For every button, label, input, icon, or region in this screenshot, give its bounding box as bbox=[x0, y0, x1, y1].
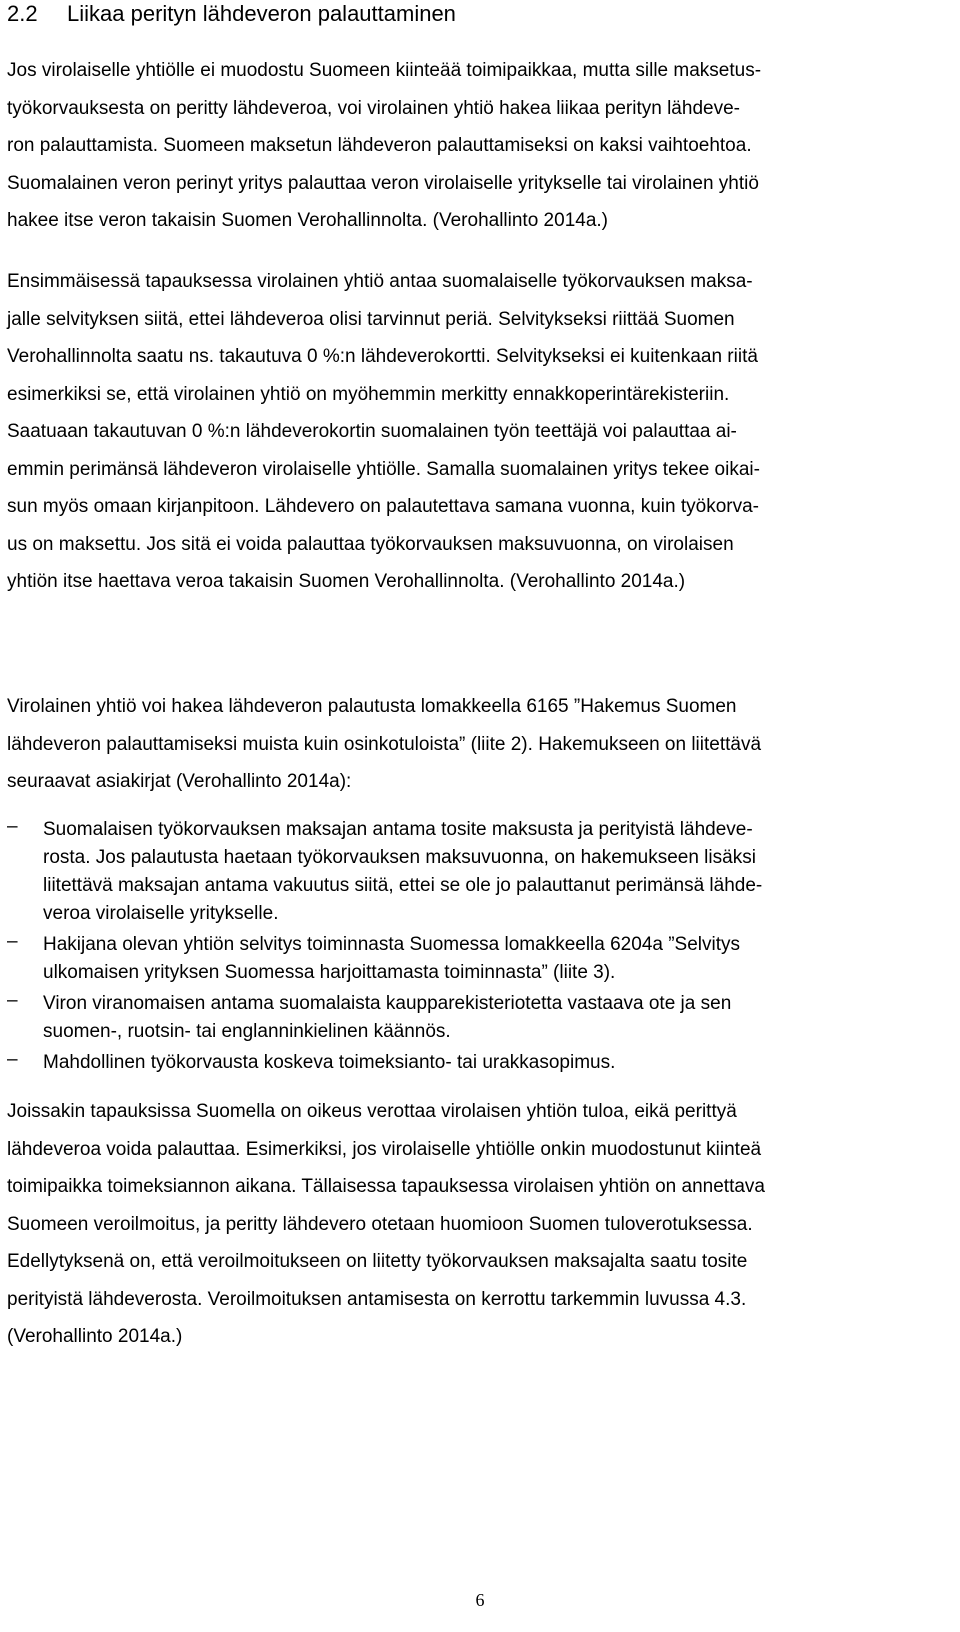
paragraph-4 bbox=[7, 1093, 953, 1356]
paragraph-line: Joissakin tapauksissa Suomella on oikeus verottaa virolaisen yhtiön tuloa, eikä perittyä bbox=[7, 1101, 737, 1122]
list-item-line: Viron viranomaisen antama suomalaista kaupparekisteriotetta vastaava ote ja sen bbox=[43, 993, 732, 1014]
page-number: 6 bbox=[475, 1590, 485, 1610]
paragraph-line: perityistä lähdeverosta. Veroilmoituksen antamisesta on kerrottu tarkemmin luvussa 4.3. bbox=[7, 1288, 747, 1310]
paragraph-line: us on maksettu. Jos sitä ei voida palauttaa työkorvauksen maksuvuonna, on virolaisen bbox=[7, 533, 734, 555]
paragraph-line: hakee itse veron takaisin Suomen Verohallinnolta. (Verohallinto 2014a.) bbox=[7, 210, 608, 231]
paragraph-line: Jos virolaiselle yhtiölle ei muodostu Suomeen kiinteää toimipaikkaa, mutta sille maksetus- bbox=[7, 60, 762, 81]
paragraph-line: toimipaikka toimeksiannon aikana. Tällaisessa tapauksessa virolaisen yhtiön on annettava bbox=[7, 1176, 765, 1197]
list-item bbox=[7, 990, 953, 1046]
paragraph-line: Edellytyksenä on, että veroilmoitukseen on liitetty työkorvauksen maksajalta saatu tosite bbox=[7, 1251, 748, 1272]
paragraph-1 bbox=[7, 52, 953, 240]
paragraph-2 bbox=[7, 263, 953, 601]
paragraph-line: emmin perimänsä lähdeveron virolaiselle yhtiölle. Samalla suomalainen yritys tekee oikai- bbox=[7, 458, 760, 480]
list-item bbox=[7, 1049, 953, 1077]
paragraph-line: sun myös omaan kirjanpitoon. Lähdevero on palautettava samana vuonna, kuin työkorva- bbox=[7, 496, 760, 517]
paragraph-line: Virolainen yhtiö voi hakea lähdeveron palautusta lomakkeella 6165 ”Hakemus Suomen bbox=[7, 696, 737, 717]
paragraph-line: lähdeveroa voida palauttaa. Esimerkiksi, jos virolaiselle yhtiölle onkin muodostunut kiinteä bbox=[7, 1138, 762, 1160]
dash-bullet-icon: – bbox=[7, 1049, 18, 1070]
section-heading bbox=[7, 0, 456, 28]
list-item-line: Hakijana olevan yhtiön selvitys toiminnasta Suomessa lomakkeella 6204a ”Selvitys bbox=[43, 934, 741, 955]
paragraph-line: työkorvauksesta on peritty lähdeveroa, voi virolainen yhtiö hakea liikaa perityn lähdeve- bbox=[7, 97, 740, 119]
paragraph-line: lähdeveron palauttamiseksi muista kuin osinkotuloista” (liite 2). Hakemukseen on liitettävä bbox=[7, 733, 762, 755]
paragraph-line: Ensimmäisessä tapauksessa virolainen yhtiö antaa suomalaiselle työkorvauksen maksa- bbox=[7, 271, 753, 292]
dash-bullet-icon: – bbox=[7, 816, 18, 837]
paragraph-line: Suomeen veroilmoitus, ja peritty lähdevero otetaan huomioon Suomen tuloverotuksessa. bbox=[7, 1213, 753, 1235]
paragraph-line: seuraavat asiakirjat (Verohallinto 2014a): bbox=[7, 771, 352, 792]
dash-bullet-icon: – bbox=[7, 931, 18, 952]
paragraph-line: jalle selvityksen siitä, ettei lähdeveroa olisi tarvinnut periä. Selvitykseksi riittää Suomen bbox=[7, 308, 735, 330]
list-item-line: ulkomaisen yrityksen Suomessa harjoittamasta toiminnasta” (liite 3). bbox=[43, 962, 616, 983]
list-item-line: suomen-, ruotsin- tai englanninkielinen käännös. bbox=[43, 1021, 451, 1042]
list-item-line: liitettävä maksajan antama vakuutus siitä, ettei se ole jo palauttanut perimänsä lähde- bbox=[43, 875, 763, 896]
attachment-list bbox=[7, 816, 953, 1080]
list-item bbox=[7, 931, 953, 987]
section-title: Liikaa perityn lähdeveron palauttaminen bbox=[67, 1, 456, 26]
list-item-line: Suomalaisen työkorvauksen maksajan antama tosite maksusta ja perityistä lähdeve- bbox=[43, 819, 753, 840]
paragraph-line: Saatuaan takautuvan 0 %:n lähdeverokortin suomalainen työn teettäjä voi palauttaa ai- bbox=[7, 421, 737, 442]
paragraph-3 bbox=[7, 688, 953, 801]
paragraph-line: esimerkiksi se, että virolainen yhtiö on myöhemmin merkitty ennakkoperintärekisteriin. bbox=[7, 383, 730, 405]
section-number: 2.2 bbox=[7, 1, 38, 26]
paragraph-line: ron palauttamista. Suomeen maksetun lähdeveron palauttamiseksi on kaksi vaihtoehtoa. bbox=[7, 135, 752, 156]
paragraph-line: yhtiön itse haettava veroa takaisin Suomen Verohallinnolta. (Verohallinto 2014a.) bbox=[7, 571, 686, 592]
paragraph-line: Suomalainen veron perinyt yritys palauttaa veron virolaiselle yritykselle tai virolainen yhtiö bbox=[7, 172, 759, 194]
list-item bbox=[7, 816, 953, 928]
paragraph-line: (Verohallinto 2014a.) bbox=[7, 1326, 183, 1347]
dash-bullet-icon: – bbox=[7, 990, 18, 1011]
list-item-line: rosta. Jos palautusta haetaan työkorvauksen maksuvuonna, on hakemukseen lisäksi bbox=[43, 847, 756, 868]
list-item-line: veroa virolaiselle yritykselle. bbox=[43, 903, 279, 924]
paragraph-line: Verohallinnolta saatu ns. takautuva 0 %:n lähdeverokortti. Selvitykseksi ei kuitenkaan riitä bbox=[7, 346, 758, 367]
list-item-line: Mahdollinen työkorvausta koskeva toimeksianto- tai urakkasopimus. bbox=[43, 1052, 616, 1073]
